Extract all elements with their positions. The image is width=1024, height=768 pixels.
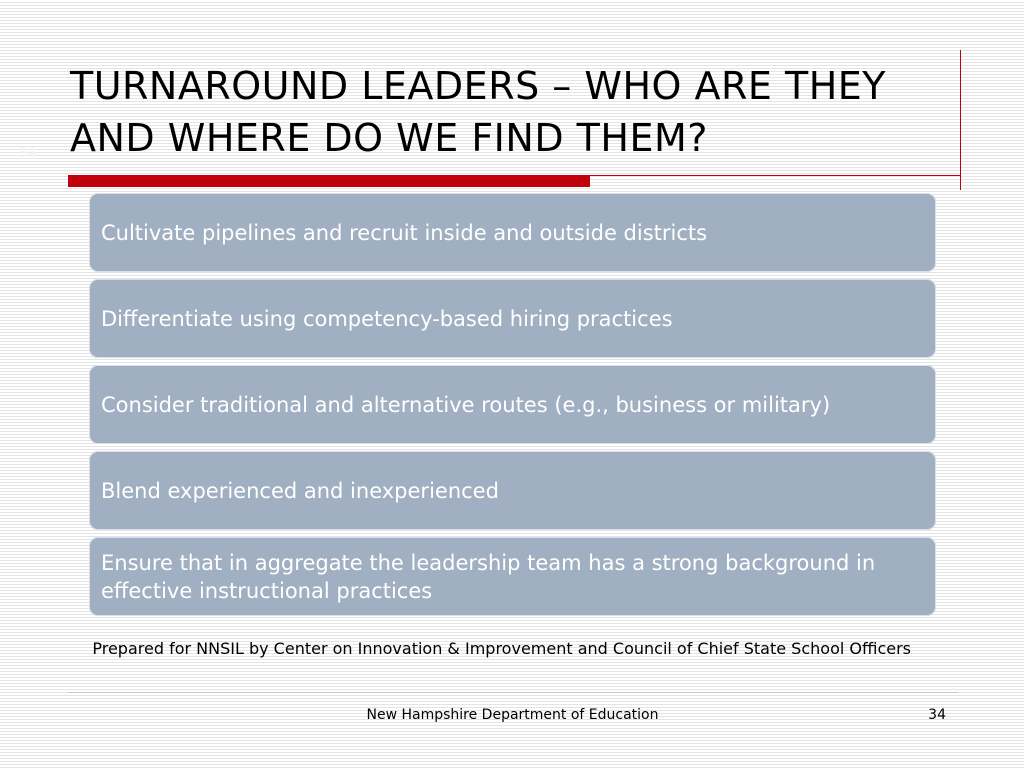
strategy-box <box>89 279 936 358</box>
accent-line <box>590 175 960 176</box>
strategy-text: Cultivate pipelines and recruit inside and outside districts <box>101 220 708 245</box>
footer-divider <box>68 692 958 693</box>
accent-bar <box>68 175 590 187</box>
strategy-text: Differentiate using competency-based hiring practices <box>101 306 673 331</box>
strategy-text: Blend experienced and inexperienced <box>101 478 499 503</box>
strategy-text: Consider traditional and alternative routes (e.g., business or military) <box>101 392 831 417</box>
slide-title: TURNAROUND LEADERS – WHO ARE THEY AND WHERE DO WE FIND THEM? <box>70 64 887 160</box>
strategy-box <box>89 193 936 272</box>
accent-vertical-line <box>960 50 961 190</box>
strategy-box <box>89 365 936 444</box>
page-number: 34 <box>928 707 946 723</box>
ghost-slide-number: 34 <box>19 146 36 161</box>
strategy-box <box>89 451 936 530</box>
footer-department: New Hampshire Department of Education <box>366 707 659 723</box>
strategy-list <box>89 193 936 623</box>
source-credit: Prepared for NNSIL by Center on Innovation & Improvement and Council of Chief State School Officers <box>92 639 911 658</box>
strategy-text: Ensure that in aggregate the leadership team has a strong background in effective instructional practices <box>101 550 876 603</box>
strategy-box <box>89 537 936 616</box>
